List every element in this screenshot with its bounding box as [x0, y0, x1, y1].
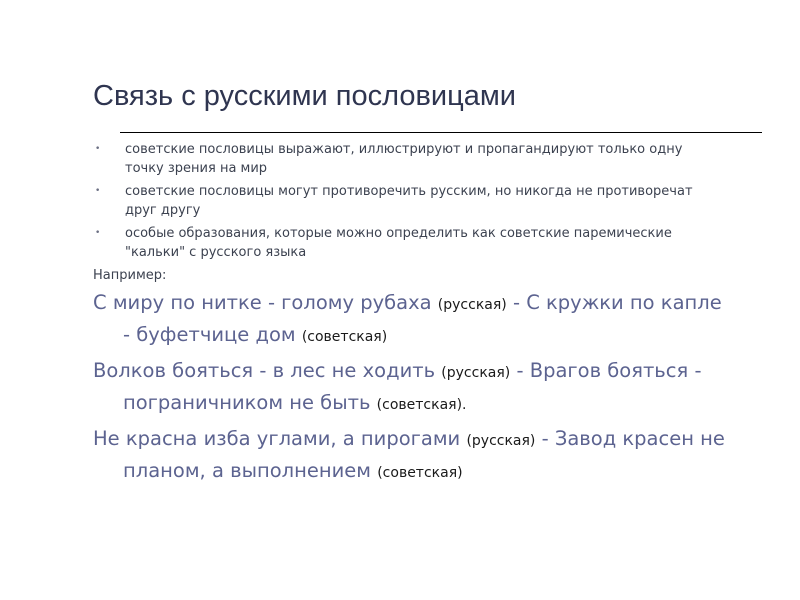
title-divider [120, 132, 762, 133]
bullet-text: особые образования, которые можно определить как советские паремические "кальки" с русского языка [125, 226, 672, 260]
soviet-proverb: Врагов бояться - пограничником не быть [123, 359, 702, 414]
proverb-separator: - [510, 359, 530, 382]
proverb-pair [93, 356, 733, 420]
bullet-dot-icon: • [95, 144, 101, 154]
bullet-dot-icon: • [95, 228, 101, 238]
proverb-separator: - [506, 291, 527, 314]
example-label: Например: [93, 268, 167, 283]
russian-proverb: Не красна изба углами, а пирогами [93, 427, 461, 450]
proverb-pair [93, 288, 733, 352]
russian-tag: (русская) [441, 365, 511, 381]
russian-proverb: Волков бояться - в лес не ходить [93, 359, 436, 382]
russian-proverb: С миру по нитке - голому рубаха [93, 291, 432, 314]
proverb-pair [93, 424, 733, 488]
soviet-tag: (советская). [376, 397, 467, 413]
bullet-text: советские пословицы могут противоречить русским, но никогда не противоречат друг другу [125, 184, 693, 218]
soviet-proverb: Завод красен не планом, а выполнением [123, 427, 725, 482]
bullet-item [93, 224, 693, 262]
soviet-proverb: С кружки по капле - буфетчице дом [123, 291, 722, 346]
russian-tag: (русская) [437, 297, 507, 313]
bullet-list [93, 140, 693, 266]
proverb-separator: - [535, 427, 555, 450]
soviet-tag: (советская) [377, 465, 463, 481]
bullet-dot-icon: • [95, 186, 101, 196]
slide-title: Связь с русскими пословицами [93, 80, 516, 112]
bullet-text: советские пословицы выражают, иллюстрируют и пропагандируют только одну точку зрения на мир [125, 142, 683, 176]
russian-tag: (русская) [466, 433, 536, 449]
bullet-item [93, 182, 693, 220]
proverb-list [93, 288, 733, 492]
soviet-tag: (советская) [301, 329, 388, 345]
bullet-item [93, 140, 693, 178]
